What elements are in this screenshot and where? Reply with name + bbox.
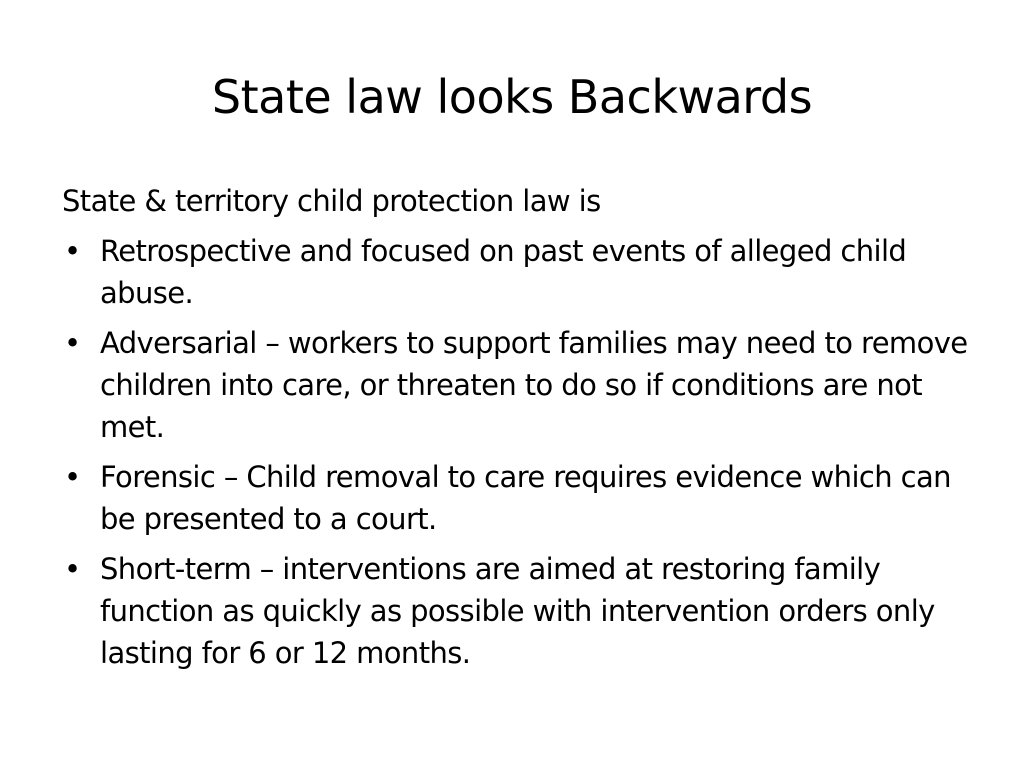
bullet-item: [62, 230, 982, 314]
bullet-item: [62, 548, 982, 674]
intro-text: State & territory child protection law is: [62, 184, 601, 218]
bullet-list: [62, 230, 982, 674]
bullet-text: Retrospective and focused on past events of alleged child abuse.: [100, 234, 907, 310]
bullet-icon: •: [64, 234, 81, 268]
bullet-icon: •: [64, 460, 81, 494]
slide-body: [62, 180, 982, 682]
bullet-text: Short-term – interventions are aimed at restoring family function as quickly as possible with intervention orders only lasting for 6 or 12 months.: [100, 552, 935, 670]
bullet-text: Forensic – Child removal to care requires evidence which can be presented to a court.: [100, 460, 951, 536]
bullet-text: Adversarial – workers to support families may need to remove children into care, or threaten to do so if conditions are not met.: [100, 326, 968, 444]
bullet-item: [62, 322, 982, 448]
slide-title: State law looks Backwards: [211, 70, 813, 124]
bullet-item: [62, 456, 982, 540]
bullet-icon: •: [64, 552, 81, 586]
bullet-icon: •: [64, 326, 81, 360]
